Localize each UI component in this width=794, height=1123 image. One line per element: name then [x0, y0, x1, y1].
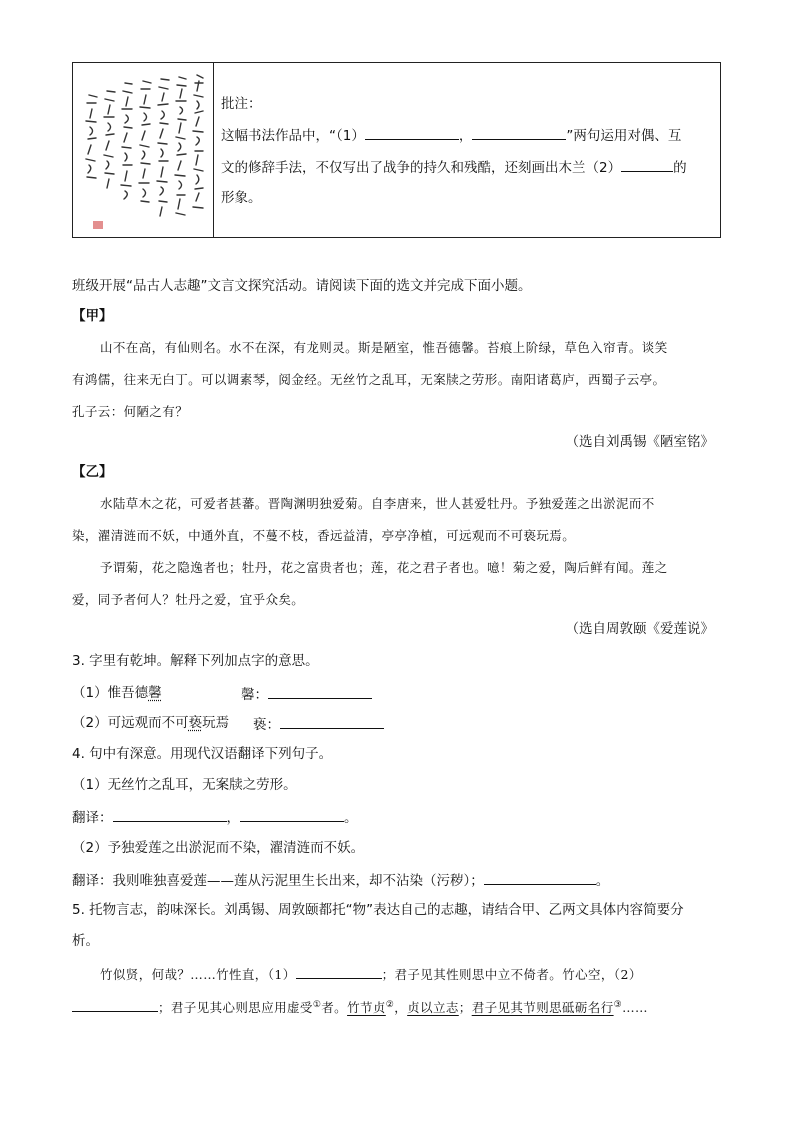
q5-line2-e: …… — [622, 1000, 648, 1016]
note-line-2-a: 文的修辞手法，不仅写出了战争的持久和残酷，还刻画出木兰（2） — [221, 160, 622, 176]
table-divider — [213, 63, 214, 237]
note-line-1 — [221, 125, 681, 145]
passage-yi-line-2: 染，濯清涟而不妖，中通外直，不蔓不枝，香远益清，亭亭净植，可远观而不可亵玩焉。 — [72, 528, 576, 543]
question-5-title-line-1: 5. 托物言志，韵味深长。刘禹锡、周敦颐都托“物”表达自己的志趣，请结合甲、乙两文具体内容简要分 — [72, 902, 684, 918]
blank-q4-1b[interactable] — [240, 807, 344, 822]
question-5-quote-line-2 — [72, 996, 648, 1017]
question-4-translate-1 — [72, 807, 358, 827]
passage-yi-line-1: 水陆草木之花，可爱者甚蕃。晋陶渊明独爱菊。自李唐来，世人甚爱牡丹。予独爱莲之出淤泥而不 — [100, 496, 655, 511]
question-3-answer-1 — [241, 684, 372, 704]
passage-jia-line-3: 孔子云：何陋之有？ — [72, 404, 189, 419]
q5-line2-a: ；君子见其心则思应用虚受 — [158, 1000, 313, 1016]
footnote-marker-3: ③ — [613, 1000, 623, 1010]
blank-q5-2[interactable] — [72, 997, 158, 1012]
q4-period: 。 — [344, 810, 358, 826]
note-label: 批注： — [221, 96, 262, 112]
q3-item1-text: （1）惟吾德 — [72, 685, 149, 701]
q5-line1-b: ；君子见其性则思中立不倚者。竹心空，（2） — [381, 967, 642, 982]
q3-answer2-label: 亵： — [253, 717, 280, 733]
q3-answer1-label: 馨： — [241, 687, 268, 703]
question-4-item-1: （1）无丝竹之乱耳，无案牍之劳形。 — [72, 777, 297, 793]
activity-intro: 班级开展“品古人志趣”文言文探究活动。请阅读下面的选文并完成下面小题。 — [72, 278, 532, 294]
note-line-3: 形象。 — [221, 190, 262, 206]
q3-item2-text-b: 玩焉 — [202, 715, 230, 731]
note-line-2 — [221, 157, 687, 177]
passage-yi-label: 【乙】 — [72, 464, 113, 480]
q4-translate-label: 翻译： — [72, 810, 113, 826]
question-3-item-1 — [72, 684, 162, 702]
q5-line2-b: 者。 — [321, 1000, 348, 1016]
q5-line2-d: ； — [458, 1000, 472, 1016]
q3-item2-dotted-char: 亵 — [188, 715, 203, 731]
q4-comma: ， — [226, 810, 240, 826]
blank-q3-1[interactable] — [268, 684, 372, 699]
q5-underline-1: 竹节贞 — [347, 1000, 386, 1016]
question-4-item-2: （2）予独爱莲之出淤泥而不染，濯清涟而不妖。 — [72, 840, 365, 856]
footnote-marker-2: ② — [385, 1000, 395, 1010]
blank-q5-1[interactable] — [296, 964, 382, 979]
blank-q4-1a[interactable] — [113, 807, 227, 822]
question-4-title: 4. 句中有深意。用现代汉语翻译下列句子。 — [72, 746, 333, 762]
blank-note-3[interactable] — [621, 157, 673, 172]
question-5-quote-line-1 — [100, 964, 642, 984]
question-3-answer-2 — [253, 714, 384, 734]
calligraphy-table — [72, 62, 721, 238]
question-3-title: 3. 字里有乾坤。解释下列加点字的意思。 — [72, 653, 319, 669]
q5-line1-a: 竹似贤，何哉？……竹性直，（1） — [100, 967, 296, 982]
q4-translate2-end: 。 — [595, 873, 610, 889]
q5-underline-3: 君子见其节则思砥砺名行 — [471, 1000, 614, 1016]
note-line-1-c: ”两句运用对偶、互 — [566, 128, 682, 144]
passage-jia-line-1: 山不在高，有仙则名。水不在深，有龙则灵。斯是陋室，惟吾德馨。苔痕上阶绿，草色入帘青。谈笑 — [100, 340, 668, 355]
passage-jia-line-2: 有鸿儒，往来无白丁。可以调素琴，阅金经。无丝竹之乱耳，无案牍之劳形。南阳诸葛庐，西蜀子云亭。 — [72, 372, 666, 387]
passage-jia-source: （选自刘禹锡《陋室铭》 — [565, 434, 714, 450]
q3-item2-text: （2）可远观而不可 — [72, 715, 189, 731]
passage-yi-line-4: 爱，同予者何人？牡丹之爱，宜乎众矣。 — [72, 592, 305, 607]
footnote-marker-1: ① — [312, 1000, 322, 1010]
passage-yi-line-3: 予谓菊，花之隐逸者也；牡丹，花之富贵者也；莲，花之君子者也。噫！菊之爱，陶后鲜有闻。莲之 — [100, 560, 668, 575]
note-line-1-b: ， — [458, 128, 473, 144]
passage-jia-label: 【甲】 — [72, 308, 113, 324]
blank-q4-2[interactable] — [484, 870, 596, 885]
passage-yi-source: （选自周敦颐《爱莲说》 — [565, 621, 714, 637]
note-line-2-b: 的 — [673, 160, 687, 176]
q5-underline-2: 贞以立志 — [407, 1000, 459, 1016]
blank-q3-2[interactable] — [280, 714, 384, 729]
question-4-translate-2 — [72, 870, 609, 890]
question-5-title-line-2: 析。 — [72, 933, 99, 949]
question-3-item-2 — [72, 714, 229, 732]
blank-note-2[interactable] — [472, 125, 566, 140]
blank-note-1[interactable] — [365, 125, 459, 140]
q3-item1-dotted-char: 馨 — [148, 685, 162, 701]
calligraphy-artwork-image — [79, 71, 207, 231]
q4-translate2-text: 翻译：我则唯独喜爱莲——莲从污泥里生长出来，却不沾染（污秽）； — [72, 873, 484, 889]
note-line-1-a: 这幅书法作品中，“（1） — [221, 128, 365, 144]
q5-line2-c: ， — [394, 1000, 408, 1016]
